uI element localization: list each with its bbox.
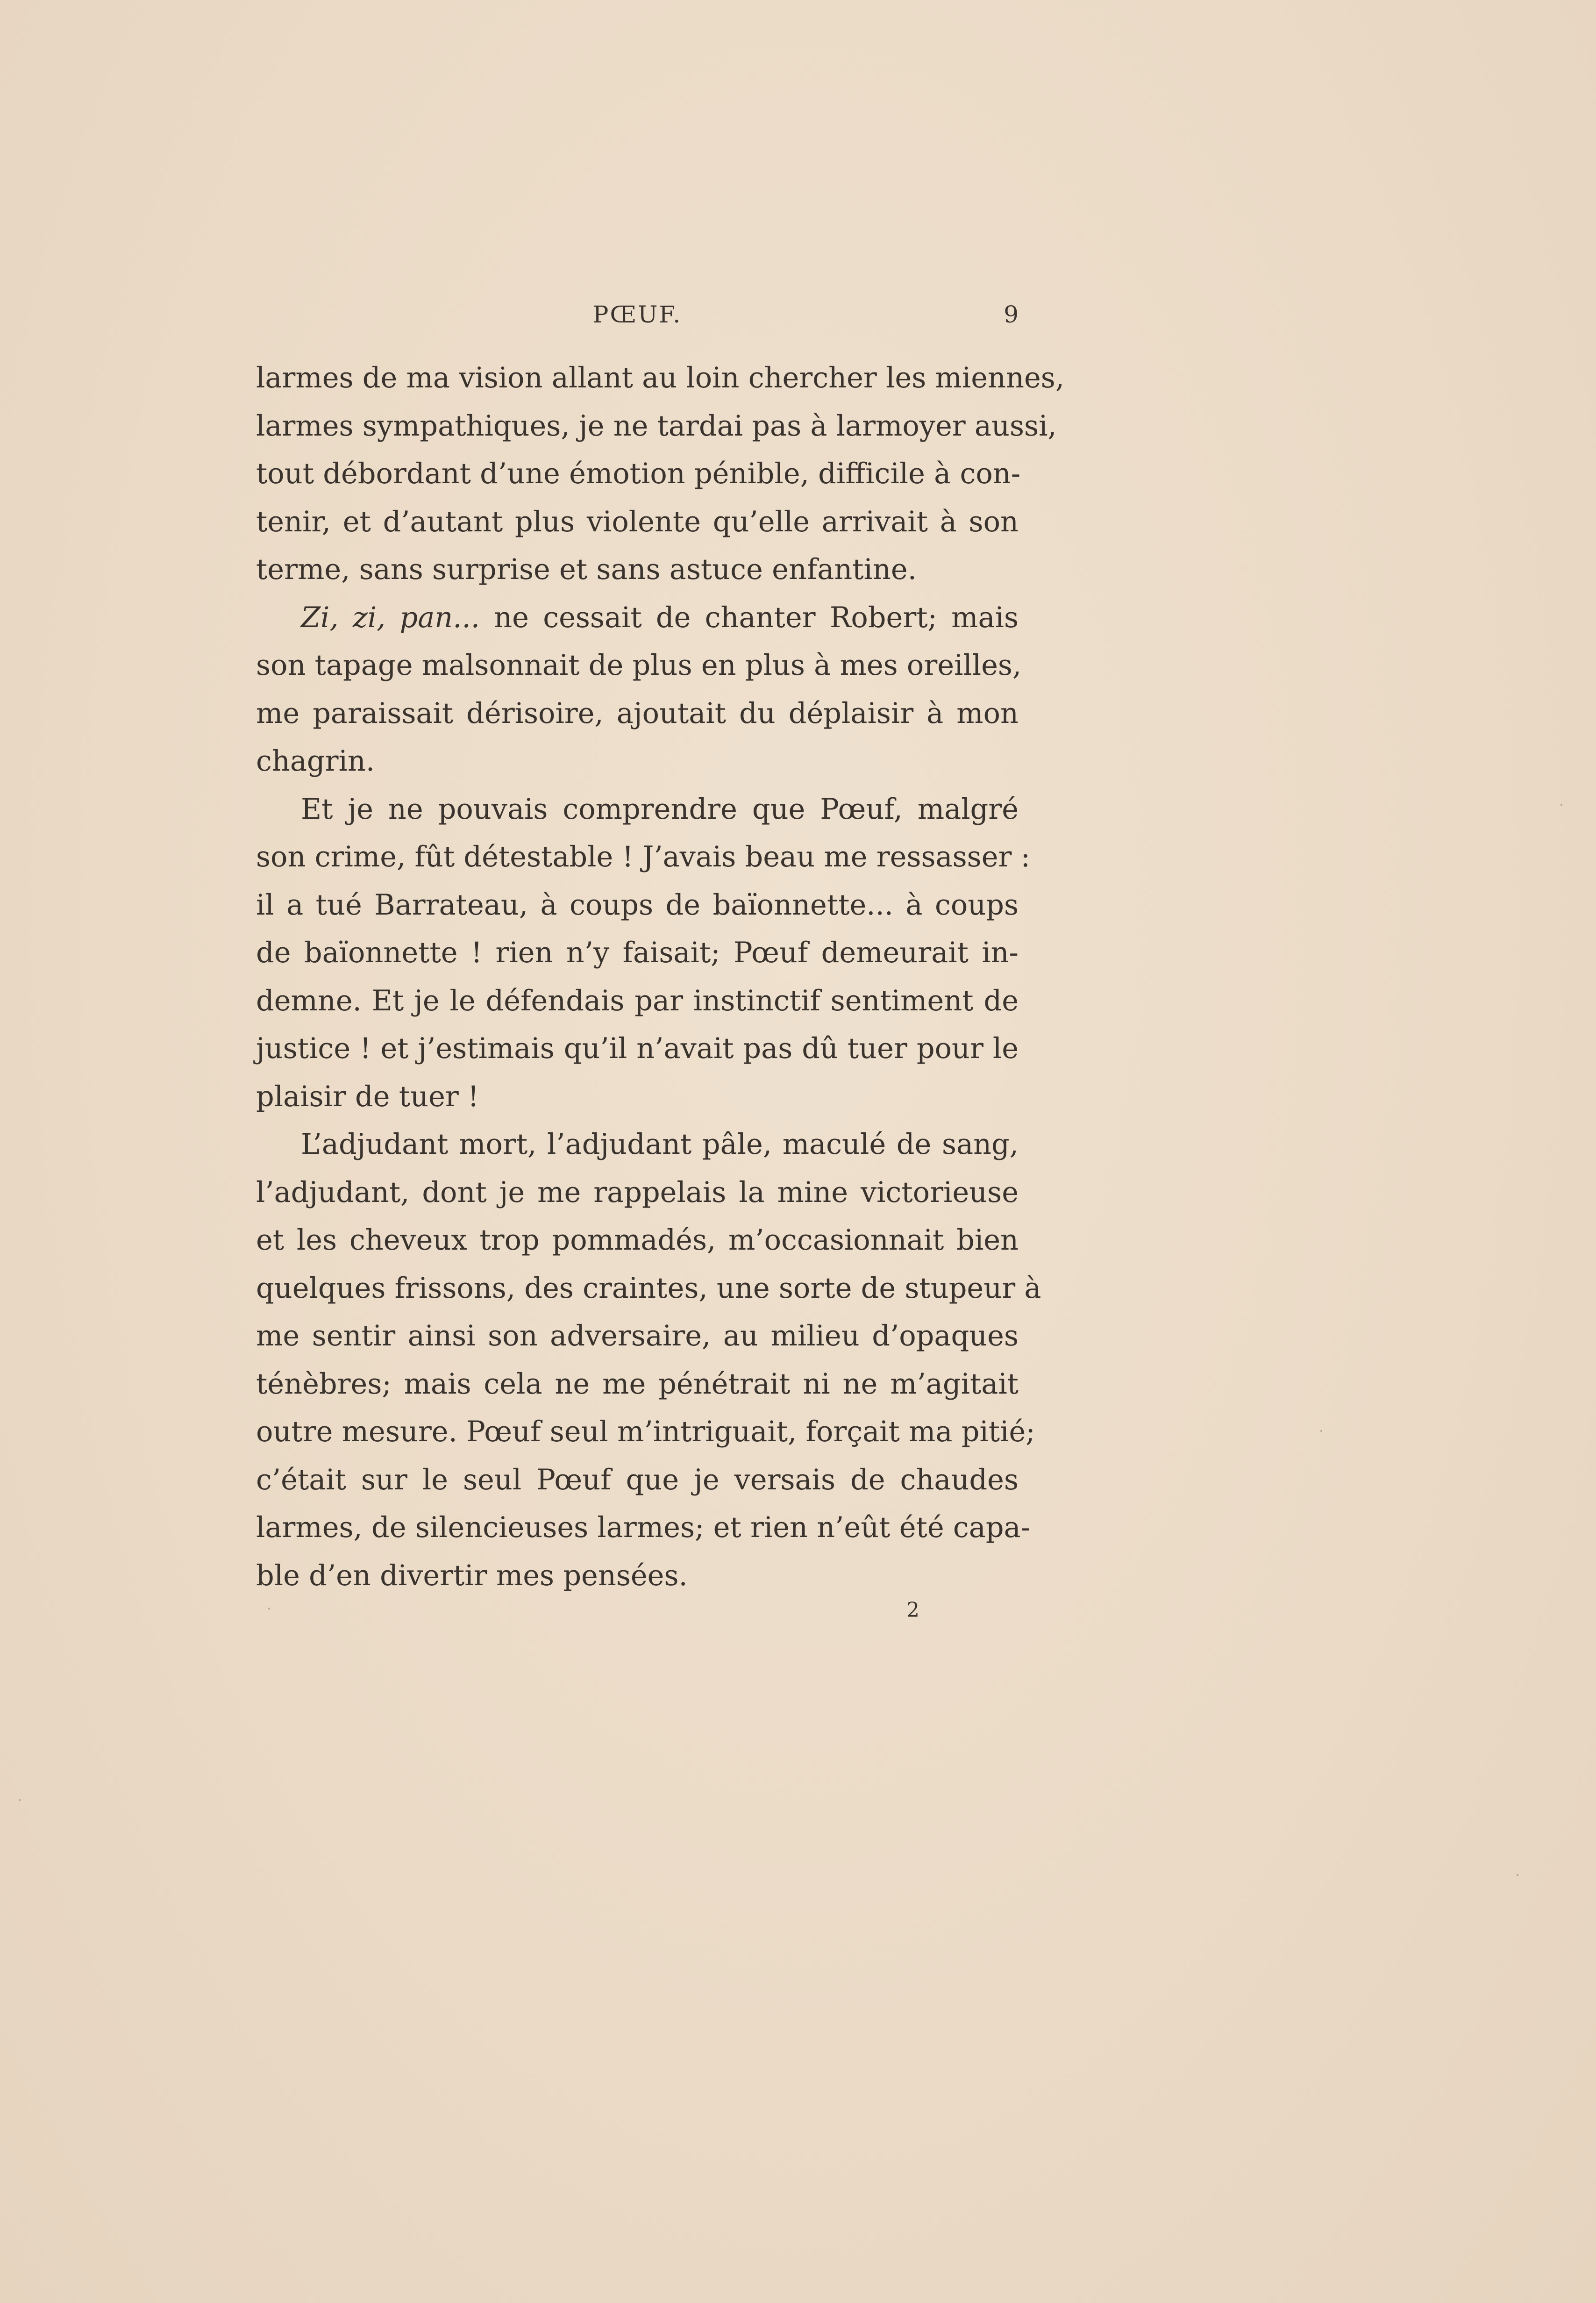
text-line: outre mesure. Pœuf seul m’intriguait, forçait ma pitié; <box>256 1416 1035 1448</box>
text-line: chagrin. <box>256 745 375 778</box>
text-line: demne. Et je le défendais par instinctif sentiment de <box>256 984 1019 1017</box>
signature-mark: 2 <box>906 1598 919 1622</box>
italic-opening: Zi, zi, pan... <box>301 601 480 634</box>
text-line: plaisir de tuer ! <box>256 1080 479 1113</box>
text-line: Et je ne pouvais comprendre que Pœuf, malgré <box>301 793 1019 826</box>
text-line: tout débordant d’une émotion pénible, difficile à con- <box>256 458 1021 490</box>
paper-speck <box>19 1799 21 1801</box>
text-line: de baïonnette ! rien n’y faisait; Pœuf demeurait in- <box>256 937 1019 969</box>
text-line: larmes de ma vision allant au loin chercher les miennes, <box>256 362 1065 394</box>
text-line: larmes sympathiques, je ne tardai pas à larmoyer aussi, <box>256 409 1057 443</box>
page-number: 9 <box>1004 301 1019 328</box>
paper-speck <box>1320 1430 1322 1432</box>
text-line-rest: ne cessait de chanter Robert; mais <box>494 601 1019 634</box>
text-line: me paraissait dérisoire, ajoutait du déplaisir à mon <box>256 697 1019 730</box>
running-head <box>256 293 1019 336</box>
text-line: justice ! et j’estimais qu’il n’avait pas dû tuer pour le <box>256 1032 1019 1065</box>
paper-speck <box>1560 804 1562 806</box>
paper-speck <box>268 1608 270 1609</box>
paper-speck <box>1517 1874 1518 1876</box>
text-line: ténèbres; mais cela ne me pénétrait ni ne m’agitait <box>256 1367 1019 1401</box>
text-line: quelques frissons, des craintes, une sorte de stupeur à <box>256 1272 1041 1305</box>
text-line: L’adjudant mort, l’adjudant pâle, maculé de sang, <box>301 1128 1019 1161</box>
text-line: c’était sur le seul Pœuf que je versais de chaudes <box>256 1463 1019 1496</box>
running-title: PŒUF. <box>592 301 682 328</box>
text-line <box>256 594 1019 642</box>
text-line: son tapage malsonnait de plus en plus à mes oreilles, <box>256 649 1022 682</box>
text-line: il a tué Barrateau, à coups de baïonnette... à coups <box>256 888 1019 922</box>
body-text <box>256 354 1065 1600</box>
text-line: larmes, de silencieuses larmes; et rien n’eût été capa- <box>256 1511 1031 1544</box>
text-line: son crime, fût détestable ! J’avais beau me ressasser : <box>256 841 1031 873</box>
text-line: et les cheveux trop pommadés, m’occasionnait bien <box>256 1224 1019 1257</box>
text-line: l’adjudant, dont je me rappelais la mine victorieuse <box>256 1176 1019 1209</box>
text-line: ble d’en divertir mes pensées. <box>256 1559 688 1592</box>
text-line: me sentir ainsi son adversaire, au milieu d’opaques <box>256 1320 1019 1352</box>
text-line: tenir, et d’autant plus violente qu’elle arrivait à son <box>256 505 1019 538</box>
text-line: terme, sans surprise et sans astuce enfantine. <box>256 553 917 586</box>
